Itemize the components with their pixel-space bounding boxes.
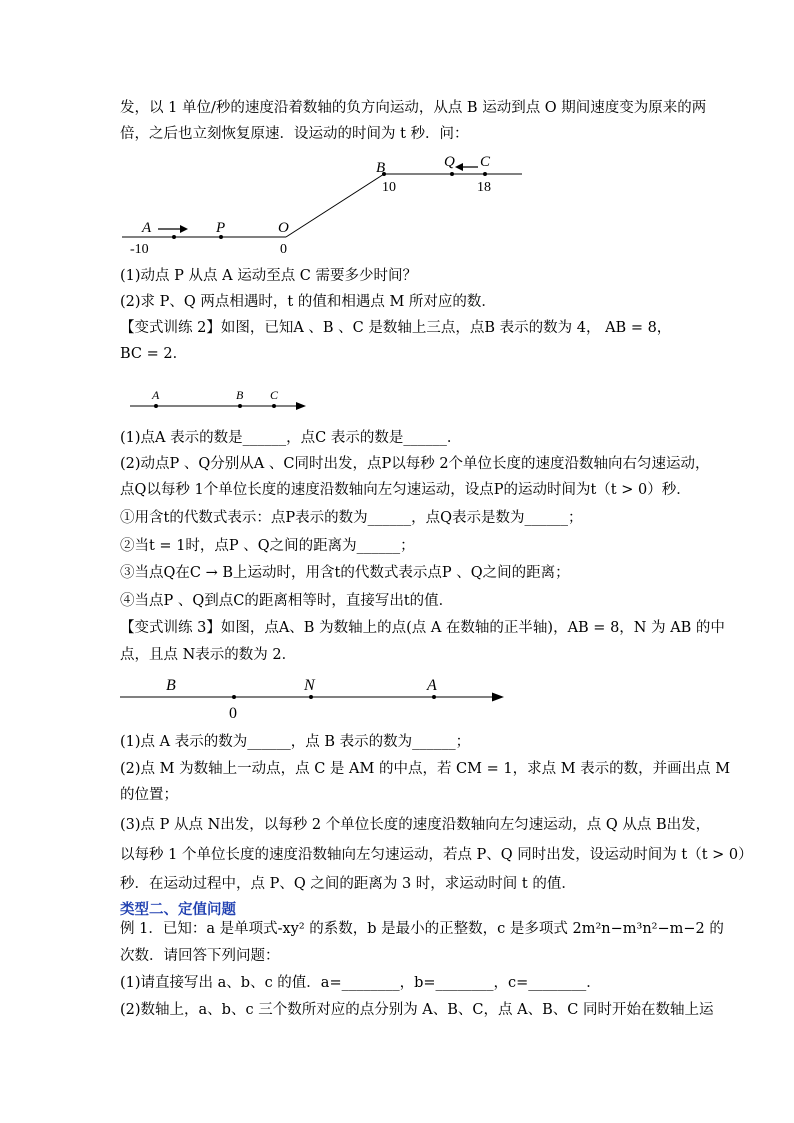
label-O: O bbox=[278, 220, 289, 236]
text-line: ③当点Q在C → B上运动时，用含t的代数式表示点P 、Q之间的距离； bbox=[120, 565, 570, 581]
section-heading: 类型二、定值问题 bbox=[120, 901, 236, 918]
label-Q: Q bbox=[444, 154, 455, 170]
text-line: 【变式训练 2】如图，已知A 、B 、C 是数轴上三点，点B 表示的数为 4， AB = 8， bbox=[120, 320, 672, 336]
label-B: B bbox=[236, 388, 244, 402]
label-B: B bbox=[166, 677, 176, 694]
text-line: 例 1．已知：a 是单项式-xy² 的系数，b 是最小的正整数，c 是多项式 2m²n−m³n²−m−2 的 bbox=[120, 921, 724, 937]
figure-3-number-line bbox=[118, 672, 510, 722]
text-line: (2)点 M 为数轴上一动点，点 C 是 AM 的中点，若 CM = 1，求点 M 表示的数，并画出点 M bbox=[120, 761, 731, 777]
number-B: 10 bbox=[382, 180, 396, 195]
text-line: 的位置； bbox=[120, 787, 178, 803]
label-A: A bbox=[427, 677, 437, 694]
text-line: ④当点P 、Q到点C的距离相等时，直接写出t的值． bbox=[120, 593, 454, 609]
label-N: N bbox=[304, 677, 315, 694]
figure-2-number-line bbox=[124, 384, 314, 418]
text-line: ②当t = 1时，点P 、Q之间的距离为______； bbox=[120, 538, 415, 554]
label-B: B bbox=[376, 160, 386, 176]
text-line: 次数．请回答下列问题： bbox=[120, 948, 280, 964]
label-A: A bbox=[152, 388, 160, 402]
text-line: (3)点 P 从点 N出发，以每秒 2 个单位长度的速度沿数轴向左匀速运动，点 Q 从点 B出发， bbox=[120, 817, 711, 833]
text-line: (1)点 A 表示的数为______，点 B 表示的数为______； bbox=[120, 734, 471, 750]
text-line: (1)点A 表示的数是______，点C 表示的数是______． bbox=[120, 430, 462, 446]
text-line: 倍，之后也立刻恢复原速．设运动的时间为 t 秒．问： bbox=[120, 126, 469, 142]
text-line: 点，且点 N表示的数为 2． bbox=[120, 647, 297, 663]
text-line: 发，以 1 单位/秒的速度沿着数轴的负方向运动，从点 B 运动到点 O 期间速度变为原来的两 bbox=[120, 100, 707, 116]
number-C: 18 bbox=[477, 180, 491, 195]
text-line: ①用含t的代数式表示：点P表示的数为______，点Q表示是数为______； bbox=[120, 510, 583, 526]
number-A: -10 bbox=[130, 242, 149, 257]
text-line: BC = 2． bbox=[120, 346, 188, 362]
text-line: (2)求 P、Q 两点相遇时，t 的值和相遇点 M 所对应的数． bbox=[120, 294, 496, 310]
text-line: 【变式训练 3】如图，点A、B 为数轴上的点(点 A 在数轴的正半轴)，AB = 8，N 为 AB 的中 bbox=[120, 620, 725, 636]
text-line: (1)请直接写出 a、b、c 的值．a=________，b=________，c=________． bbox=[120, 975, 601, 991]
figure-1-number-line bbox=[118, 150, 528, 258]
text-line: (2)动点P 、Q分别从A 、C同时出发，点P以每秒 2个单位长度的速度沿数轴向右匀速运动， bbox=[120, 456, 710, 472]
text-line: (2)数轴上，a、b、c 三个数所对应的点分别为 A、B、C，点 A、B、C 同时开始在数轴上运 bbox=[120, 1002, 714, 1018]
text-line: 秒．在运动过程中，点 P、Q 之间的距离为 3 时，求运动时间 t 的值． bbox=[120, 876, 576, 892]
text-line: 以每秒 1 个单位长度的速度沿数轴向左匀速运动，若点 P、Q 同时出发，设运动时间为 t（t > 0） bbox=[120, 847, 753, 863]
label-C: C bbox=[270, 388, 279, 402]
number-zero: 0 bbox=[229, 705, 237, 722]
label-A: A bbox=[142, 220, 152, 236]
text-line: (1)动点 P 从点 A 运动至点 C 需要多少时间？ bbox=[120, 268, 418, 284]
number-O: 0 bbox=[280, 242, 287, 257]
label-C: C bbox=[480, 154, 491, 170]
text-line: 点Q以每秒 1个单位长度的速度沿数轴向左匀速运动，设点P的运动时间为t（t > 0）秒． bbox=[120, 482, 691, 498]
label-P: P bbox=[216, 220, 226, 236]
